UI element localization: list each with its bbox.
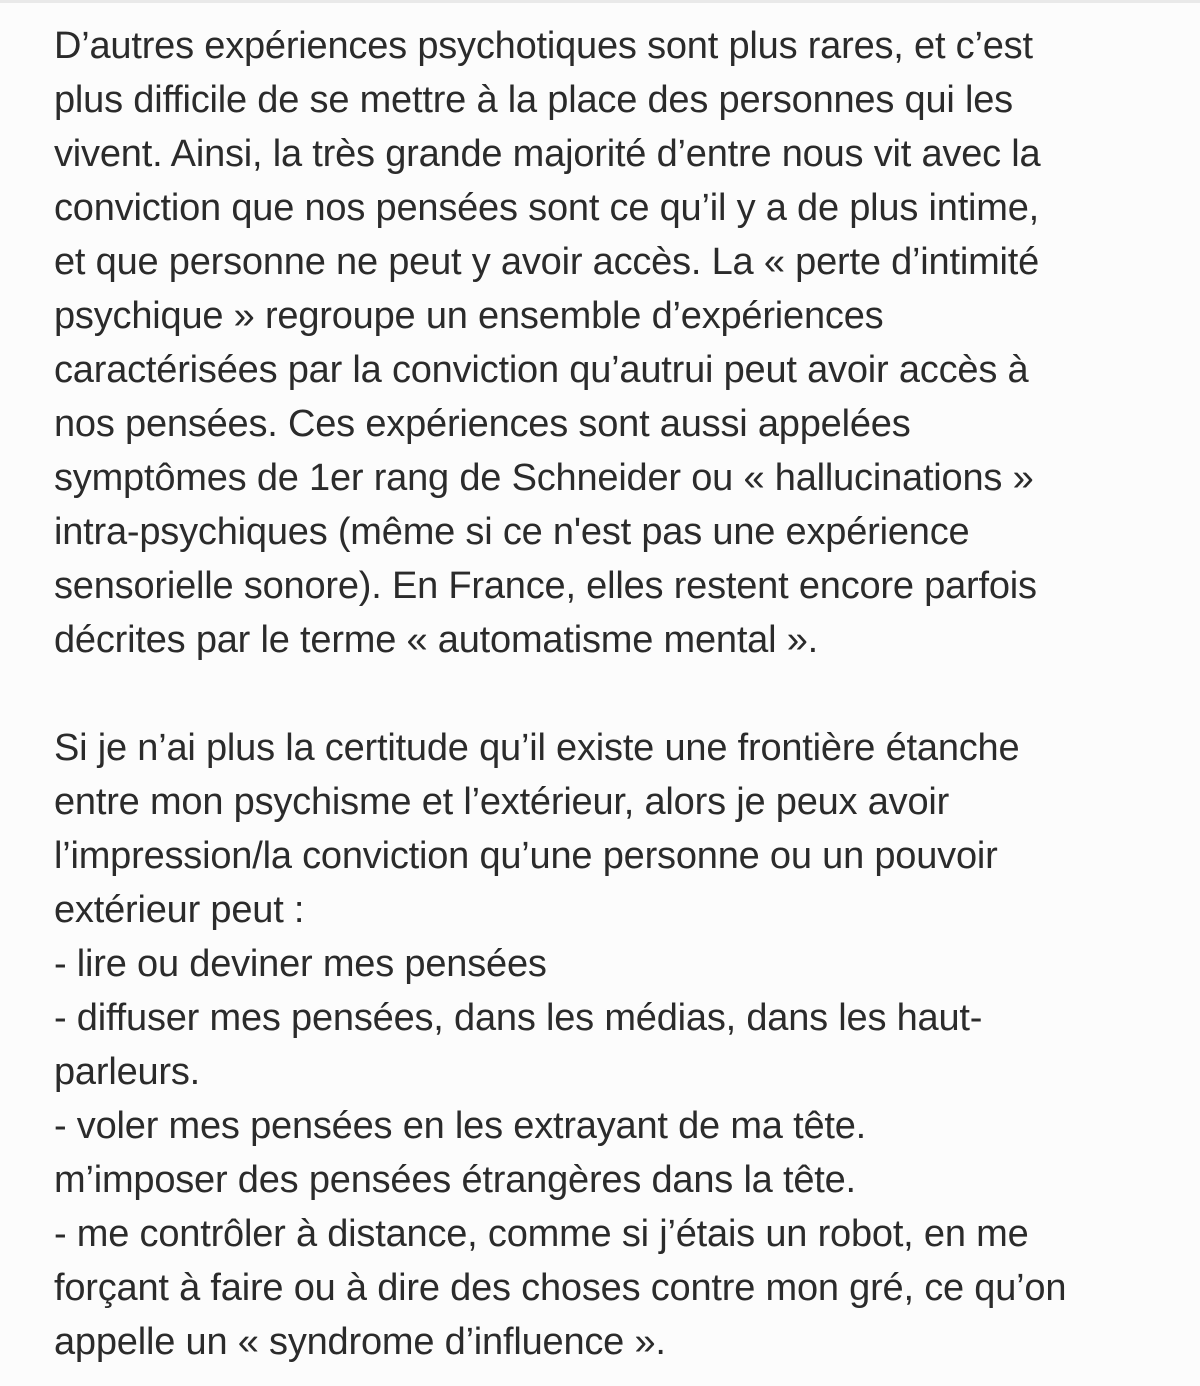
text-line: D’autres expériences psychotiques sont plus rares, et c’est — [54, 25, 1033, 67]
text-line: vivent. Ainsi, la très grande majorité d’entre nous vit avec la — [54, 133, 1041, 175]
text-line: décrites par le terme « automatisme mental ». — [54, 619, 819, 661]
text-line: caractérisées par la conviction qu’autrui peut avoir accès à — [54, 349, 1029, 391]
paragraph-spacer — [54, 667, 1164, 721]
paragraph-intimacy-loss — [54, 19, 1164, 667]
list-item: - voler mes pensées en les extrayant de ma tête. — [54, 1105, 867, 1147]
text-line: extérieur peut : — [54, 889, 305, 931]
list-item-continuation: appelle un « syndrome d’influence ». — [54, 1321, 666, 1363]
list-item-continuation: parleurs. — [54, 1051, 201, 1093]
text-line: intra-psychiques (même si ce n'est pas une expérience — [54, 511, 970, 553]
text-line: sensorielle sonore). En France, elles restent encore parfois — [54, 565, 1037, 607]
top-edge-divider — [0, 0, 1200, 3]
list-item: m’imposer des pensées étrangères dans la tête. — [54, 1159, 856, 1201]
text-line: Si je n’ai plus la certitude qu’il existe une frontière étanche — [54, 727, 1020, 769]
list-item-continuation: forçant à faire ou à dire des choses contre mon gré, ce qu’on — [54, 1267, 1067, 1309]
text-line: plus difficile de se mettre à la place des personnes qui les — [54, 79, 1013, 121]
text-line: entre mon psychisme et l’extérieur, alors je peux avoir — [54, 781, 950, 823]
text-line: symptômes de 1er rang de Schneider ou « hallucinations » — [54, 457, 1034, 499]
text-line: l’impression/la conviction qu’une personne ou un pouvoir — [54, 835, 998, 877]
list-item: - lire ou deviner mes pensées — [54, 943, 547, 985]
list-item: - diffuser mes pensées, dans les médias, dans les haut- — [54, 997, 983, 1039]
paragraph-influence-list — [54, 721, 1164, 1369]
article-body — [54, 19, 1164, 1369]
text-line: nos pensées. Ces expériences sont aussi appelées — [54, 403, 911, 445]
text-line: conviction que nos pensées sont ce qu’il y a de plus intime, — [54, 187, 1040, 229]
list-item: - me contrôler à distance, comme si j’étais un robot, en me — [54, 1213, 1029, 1255]
text-line: psychique » regroupe un ensemble d’expériences — [54, 295, 884, 337]
text-line: et que personne ne peut y avoir accès. La « perte d’intimité — [54, 241, 1040, 283]
